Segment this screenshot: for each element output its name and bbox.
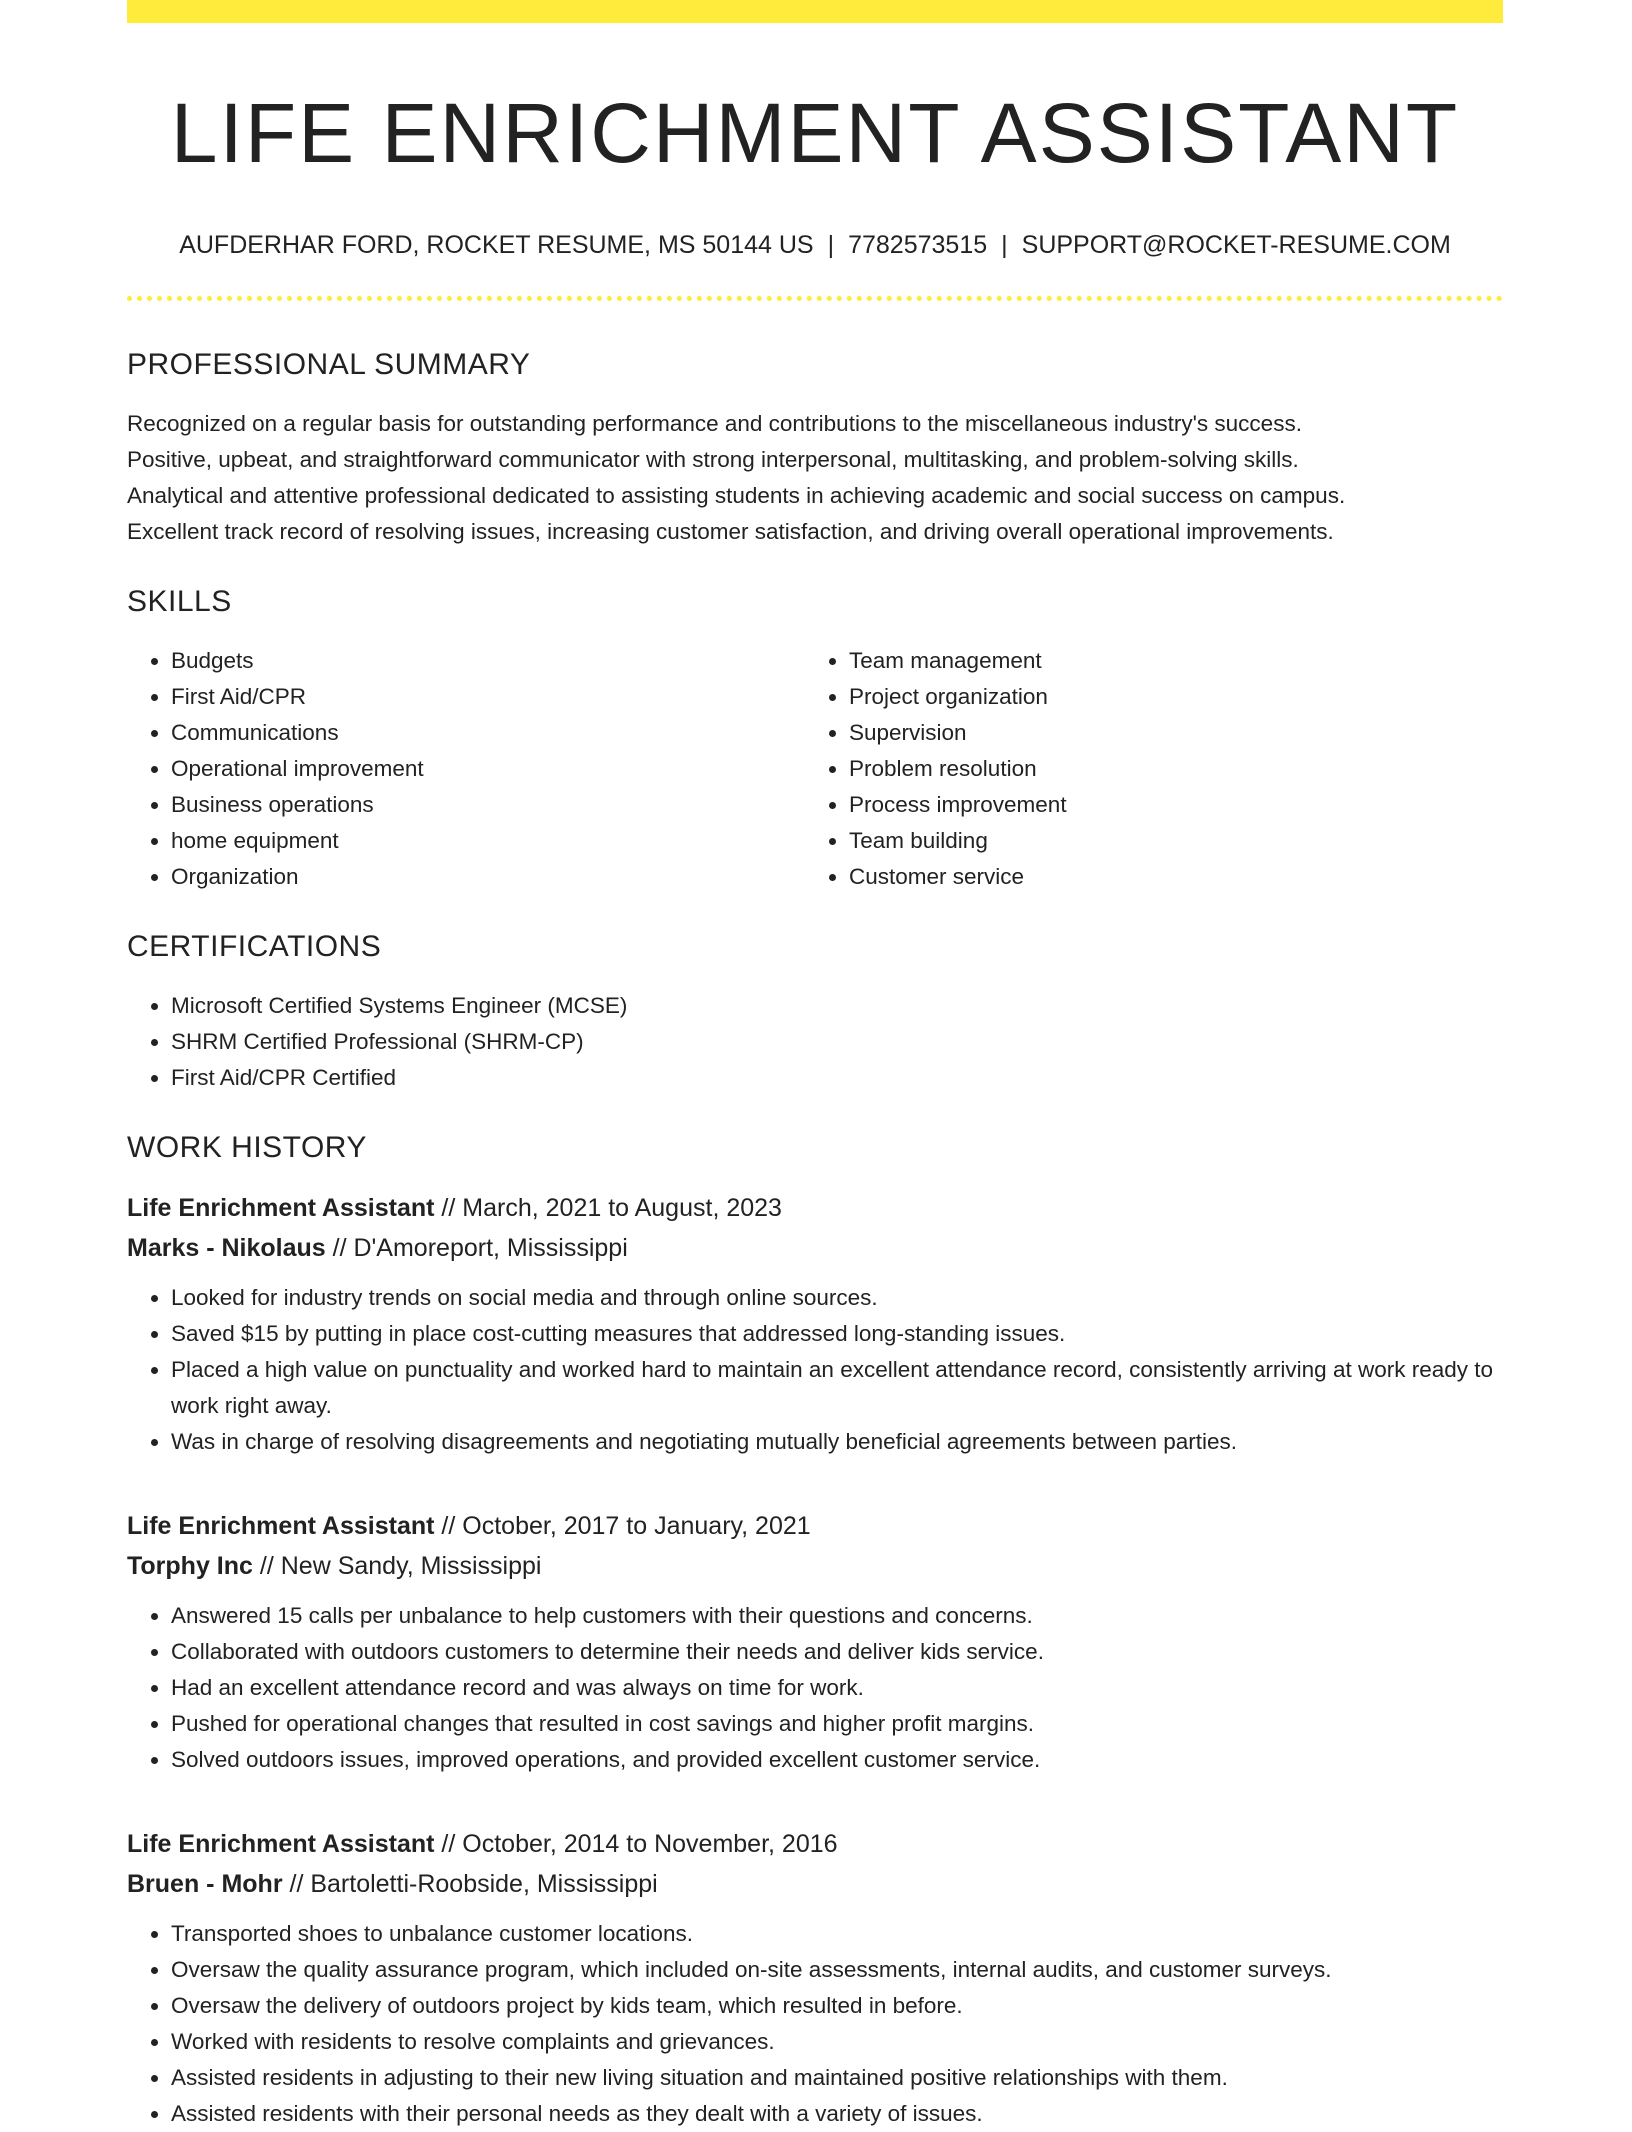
skill-item: • Communications [171,715,805,751]
job-title: Life Enrichment Assistant [127,1193,435,1222]
resume-title: LIFE ENRICHMENT ASSISTANT [170,86,1460,180]
job-location: D'Amoreport, Mississippi [353,1233,628,1262]
skills-column-left [127,643,805,895]
certification-item: • SHRM Certified Professional (SHRM-CP) [171,1024,1503,1060]
skills-column-right [805,643,1483,895]
job-bullet: • Assisted residents with their personal needs as they dealt with a variety of issues. [171,2096,1503,2132]
skill-item: • Customer service [849,859,1483,895]
job-bullet: • Collaborated with outdoors customers to determine their needs and deliver kids service. [171,1634,1503,1670]
job-title-line [127,1824,1503,1864]
certifications-heading: CERTIFICATIONS [127,929,382,963]
job-bullet: • Assisted residents in adjusting to their new living situation and maintained positive relationships with them. [171,2060,1503,2096]
work-history-section [127,1130,1503,2132]
skill-item: • Operational improvement [171,751,805,787]
summary-line: Positive, upbeat, and straightforward communicator with strong interpersonal, multitasking, and problem-solving skills. [127,446,1299,472]
job-dates: October, 2017 to January, 2021 [462,1511,811,1540]
job-entry [127,1188,1503,1460]
job-separator: // [252,1551,281,1580]
job-bullet: • Had an excellent attendance record and was always on time for work. [171,1670,1503,1706]
job-location: New Sandy, Mississippi [280,1551,542,1580]
contact-address: AUFDERHAR FORD, ROCKET RESUME, MS 50144 US [179,230,814,259]
job-location: Bartoletti-Roobside, Mississippi [310,1869,658,1898]
skill-item: • Process improvement [849,787,1483,823]
job-bullet: • Looked for industry trends on social media and through online sources. [171,1280,1503,1316]
job-bullet: • Was in charge of resolving disagreements and negotiating mutually beneficial agreements between parties. [171,1424,1503,1460]
skill-item: • home equipment [171,823,805,859]
job-company: Marks - Nikolaus [127,1233,326,1262]
skill-item: • Project organization [849,679,1483,715]
job-bullet: • Solved outdoors issues, improved operations, and provided excellent customer service. [171,1742,1503,1778]
job-separator: // [325,1233,354,1262]
header-divider [127,296,1503,301]
skill-item: • Organization [171,859,805,895]
summary-line: Recognized on a regular basis for outstanding performance and contributions to the miscellaneous industry's success. [127,410,1302,436]
job-bullet: • Oversaw the quality assurance program, which included on-site assessments, internal audits, and customer surveys. [171,1952,1503,1988]
contact-phone: 7782573515 [848,230,988,259]
job-entry [127,1506,1503,1778]
job-separator: // [434,1511,463,1540]
certification-item: • Microsoft Certified Systems Engineer (MCSE) [171,988,1503,1024]
job-bullet: • Worked with residents to resolve complaints and grievances. [171,2024,1503,2060]
job-company: Torphy Inc [127,1551,253,1580]
work-history-heading: WORK HISTORY [127,1130,367,1164]
job-entry [127,1824,1503,2132]
job-company-line [127,1546,1503,1586]
job-bullet: • Saved $15 by putting in place cost-cutting measures that addressed long-standing issues. [171,1316,1503,1352]
summary-heading: PROFESSIONAL SUMMARY [127,347,531,381]
job-bullet: • Oversaw the delivery of outdoors project by kids team, which resulted in before. [171,1988,1503,2024]
skill-item: • Team building [849,823,1483,859]
skills-section [127,584,1503,895]
summary-section [127,347,1503,550]
job-separator: // [434,1829,463,1858]
top-accent-bar [127,0,1503,23]
skill-item: • Budgets [171,643,805,679]
job-title: Life Enrichment Assistant [127,1829,435,1858]
job-company: Bruen - Mohr [127,1869,283,1898]
summary-line: Excellent track record of resolving issues, increasing customer satisfaction, and driving overall operational improvements. [127,518,1334,544]
contact-separator: | [827,230,835,259]
job-dates: March, 2021 to August, 2023 [462,1193,782,1222]
job-separator: // [434,1193,463,1222]
contact-line [127,230,1503,260]
job-title-line [127,1506,1503,1546]
contact-email: SUPPORT@ROCKET-RESUME.COM [1021,230,1451,259]
job-bullet: • Placed a high value on punctuality and worked hard to maintain an excellent attendance record, consistently arriving at work ready to work right away. [171,1352,1503,1424]
job-company-line [127,1228,1503,1268]
skill-item: • Supervision [849,715,1483,751]
summary-text [127,406,1503,550]
job-title: Life Enrichment Assistant [127,1511,435,1540]
job-separator: // [282,1869,311,1898]
job-company-line [127,1864,1503,1904]
resume-page [127,0,1503,2132]
summary-line: Analytical and attentive professional dedicated to assisting students in achieving academic and social success on campus. [127,482,1346,508]
skill-item: • First Aid/CPR [171,679,805,715]
certifications-section [127,929,1503,1096]
job-bullet: • Transported shoes to unbalance customer locations. [171,1916,1503,1952]
skills-heading: SKILLS [127,584,232,618]
job-dates: October, 2014 to November, 2016 [462,1829,838,1858]
skill-item: • Business operations [171,787,805,823]
job-bullet: • Pushed for operational changes that resulted in cost savings and higher profit margins. [171,1706,1503,1742]
skill-item: • Team management [849,643,1483,679]
contact-separator: | [1001,230,1008,259]
skill-item: • Problem resolution [849,751,1483,787]
job-bullet: • Answered 15 calls per unbalance to help customers with their questions and concerns. [171,1598,1503,1634]
job-title-line [127,1188,1503,1228]
certification-item: • First Aid/CPR Certified [171,1060,1503,1096]
